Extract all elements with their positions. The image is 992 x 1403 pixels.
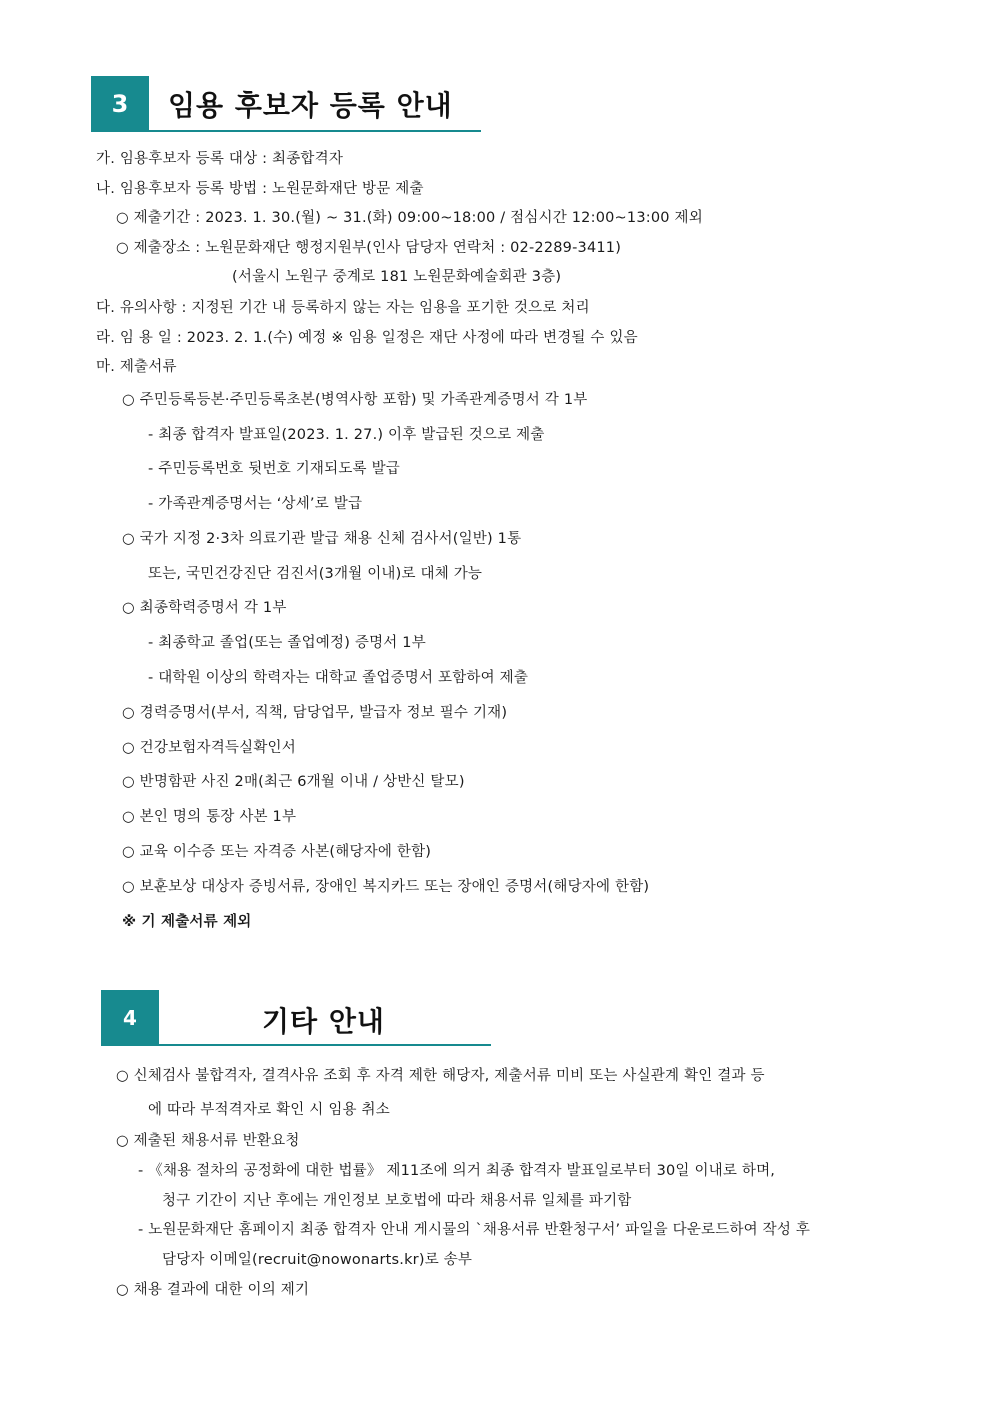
other-return-sub-1-cont: 청구 기간이 지난 후에는 개인정보 보호법에 따라 채용서류 일체를 파기함 [162, 1193, 632, 1209]
doc-resident-sub-3: - 가족관계증명서는 ‘상세’로 발급 [148, 496, 363, 512]
other-return-sub-2: - 노원문화재단 홈페이지 최종 합격자 안내 게시물의 `채용서류 반환청구서’ 파일을 다운로드하여 작성 후 [138, 1222, 811, 1238]
doc-bankbook: ○ 본인 명의 통장 사본 1부 [122, 809, 297, 825]
submit-place: ○ 제출장소 : 노원문화재단 행정지원부(인사 담당자 연락처 : 02-2289-3411) [116, 240, 622, 256]
doc-education-sub-2: - 대학원 이상의 학력자는 대학교 졸업증명서 포함하여 제출 [148, 670, 529, 686]
section-3-title: 임용 후보자 등록 안내 [168, 89, 453, 122]
other-disqualification: ○ 신체검사 불합격자, 결격사유 조회 후 자격 제한 해당자, 제출서류 미비 또는 사실관계 확인 결과 등 [116, 1068, 765, 1084]
other-return-sub-1: - 《채용 절차의 공정화에 대한 법률》 제11조에 의거 최종 합격자 발표일로부터 30일 이내로 하며, [138, 1163, 776, 1179]
other-objection: ○ 채용 결과에 대한 이의 제기 [116, 1282, 310, 1298]
doc-education: ○ 최종학력증명서 각 1부 [122, 600, 287, 616]
doc-education-sub-1: - 최종학교 졸업(또는 졸업예정) 증명서 1부 [148, 635, 426, 651]
doc-veteran-disability: ○ 보훈보상 대상자 증빙서류, 장애인 복지카드 또는 장애인 증명서(해당자에 한함) [122, 879, 650, 895]
doc-medical-exam: ○ 국가 지정 2·3차 의료기관 발급 채용 신체 검사서(일반) 1통 [122, 531, 522, 547]
doc-resident-sub-1: - 최종 합격자 발표일(2023. 1. 27.) 이후 발급된 것으로 제출 [148, 427, 545, 443]
doc-health-insurance: ○ 건강보험자격득실확인서 [122, 740, 296, 756]
submit-place-address: (서울시 노원구 중계로 181 노원문화예술회관 3층) [232, 269, 562, 285]
item-na: 나. 임용후보자 등록 방법 : 노원문화재단 방문 제출 [96, 181, 424, 197]
submit-period: ○ 제출기간 : 2023. 1. 30.(월) ~ 31.(화) 09:00~18:00 / 점심시간 12:00~13:00 제외 [116, 210, 703, 226]
section-3-number-box [91, 76, 149, 131]
doc-certificate: ○ 교육 이수증 또는 자격증 사본(해당자에 한함) [122, 844, 432, 860]
doc-resident-sub-2: - 주민등록번호 뒷번호 기재되도록 발급 [148, 461, 400, 477]
other-return-sub-2-cont: 담당자 이메일(recruit@nowonarts.kr)로 송부 [162, 1252, 473, 1268]
item-ma: 마. 제출서류 [96, 359, 177, 375]
section-4-number-box [101, 990, 159, 1045]
doc-medical-exam-alt: 또는, 국민건강진단 검진서(3개월 이내)로 대체 가능 [148, 566, 483, 582]
other-return-request: ○ 제출된 채용서류 반환요청 [116, 1133, 300, 1149]
other-disqualification-cont: 에 따라 부적격자로 확인 시 임용 취소 [148, 1102, 390, 1118]
section-3-underline [91, 130, 481, 132]
item-da: 다. 유의사항 : 지정된 기간 내 등록하지 않는 자는 임용을 포기한 것으로 처리 [96, 300, 590, 316]
doc-photo: ○ 반명함판 사진 2매(최근 6개월 이내 / 상반신 탈모) [122, 774, 465, 790]
doc-career: ○ 경력증명서(부서, 직책, 담당업무, 발급자 정보 필수 기재) [122, 705, 508, 721]
section-4-underline [101, 1044, 491, 1046]
doc-note: ※ 기 제출서류 제외 [122, 914, 252, 930]
section-4-title: 기타 안내 [262, 1005, 385, 1038]
section-3-number: 3 [111, 89, 129, 118]
section-4-number: 4 [123, 1005, 137, 1030]
item-ra: 라. 임 용 일 : 2023. 2. 1.(수) 예정 ※ 임용 일정은 재단 사정에 따라 변경될 수 있음 [96, 330, 638, 346]
item-ga: 가. 임용후보자 등록 대상 : 최종합격자 [96, 151, 344, 167]
doc-resident-registration: ○ 주민등록등본·주민등록초본(병역사항 포함) 및 가족관계증명서 각 1부 [122, 392, 588, 408]
